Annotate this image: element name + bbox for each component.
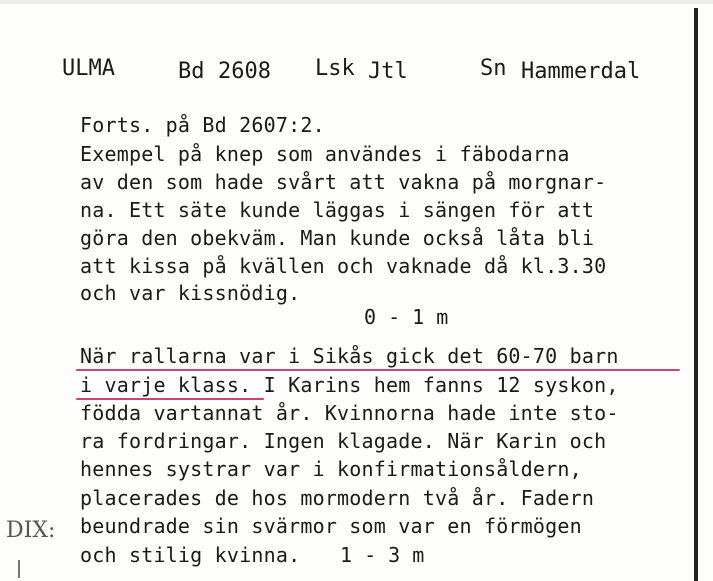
header-lsk-label: Lsk: [315, 56, 355, 81]
time-marker-2: 1 - 3 m: [340, 543, 425, 567]
paragraph2-line: placerades de hos mormodern två år. Fadern: [80, 486, 595, 510]
paragraph2-line: i varje klass. I Karins hem fanns 12 syskon,: [80, 373, 619, 397]
header-sn-value: Hammerdal: [521, 59, 641, 84]
header-bd-label: Bd: [178, 59, 205, 84]
paragraph2-line: och stilig kvinna.: [80, 543, 301, 567]
paragraph2-line: ra fordringar. Ingen klagade. När Karin och: [80, 429, 607, 453]
paragraph1-line: Forts. på Bd 2607:2.: [80, 113, 325, 137]
paragraph1-line: av den som hade svårt att vakna på morgnar-: [80, 170, 607, 194]
header-word: ULMA: [62, 56, 115, 81]
paragraph1-line: Exempel på knep som användes i fäbodarna: [80, 142, 570, 166]
margin-tick: [18, 560, 20, 578]
time-marker-1: 0 - 1 m: [364, 305, 449, 329]
paragraph1-line: göra den obekväm. Man kunde också låta bli: [80, 226, 595, 250]
card-right-edge: [694, 8, 698, 581]
paragraph1-line: na. Ett säte kunde läggas i sängen för att: [80, 198, 595, 222]
pink-underline: [76, 398, 264, 400]
paragraph2-line: När rallarna var i Sikås gick det 60-70 barn: [80, 344, 619, 368]
pink-underline: [76, 369, 680, 371]
header-bd-number: 2608: [218, 59, 271, 84]
paragraph1-line: att kissa på kvällen och vaknade då kl.3.30: [80, 254, 607, 278]
paragraph2-line: födda vartannat år. Kvinnorna hade inte sto-: [80, 401, 619, 425]
card-top-edge: [0, 0, 713, 4]
header-sn-label: Sn: [480, 56, 507, 81]
paragraph2-line: beundrade sin svärmor som var en förmögen: [80, 514, 582, 538]
paragraph1-line: och var kissnödig.: [80, 281, 301, 305]
header-lsk-value: Jtl: [368, 59, 408, 84]
paragraph2-line: hennes systrar var i konfirmationsåldern,: [80, 457, 582, 481]
margin-note: DIX:: [6, 518, 56, 543]
